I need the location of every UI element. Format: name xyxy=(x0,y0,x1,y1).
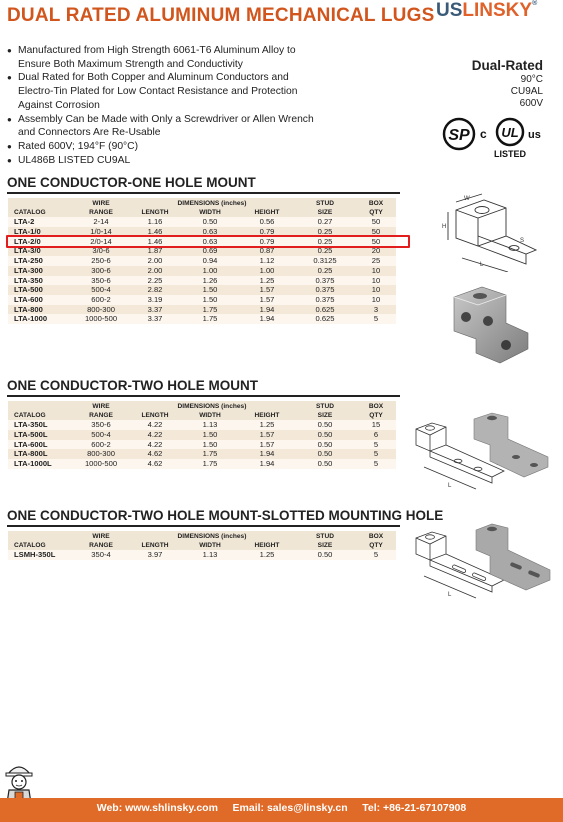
cell-height: 1.94 xyxy=(240,305,294,315)
dim-h-label: H xyxy=(442,224,447,230)
col-height: HEIGHT xyxy=(240,208,294,218)
rating-voltage: 600V xyxy=(519,98,543,109)
cell-height: 1.57 xyxy=(240,285,294,295)
cell-stud-size: 0.25 xyxy=(294,246,356,256)
cell-wire-range: 1000-500 xyxy=(72,459,130,469)
cell-width: 1.50 xyxy=(180,440,240,450)
cell-stud-size: 0.25 xyxy=(294,237,356,247)
col-size: SIZE xyxy=(294,208,356,218)
cell-width: 0.50 xyxy=(180,217,240,227)
cell-width: 1.50 xyxy=(180,430,240,440)
cell-height: 1.94 xyxy=(240,449,294,459)
cell-width: 1.75 xyxy=(180,459,240,469)
one-hole-lug-diagram xyxy=(436,192,546,272)
dim-w-label: W xyxy=(464,196,470,202)
cell-catalog: LTA-1000 xyxy=(8,314,72,324)
cell-stud-size: 0.50 xyxy=(294,449,356,459)
one-hole-lug-photo xyxy=(448,283,532,365)
cell-catalog: LTA-350 xyxy=(8,276,72,286)
cell-height: 1.00 xyxy=(240,266,294,276)
cell-wire-range: 2-14 xyxy=(72,217,130,227)
section-rule xyxy=(7,192,400,194)
cell-length: 1.16 xyxy=(130,217,180,227)
cell-length: 2.25 xyxy=(130,276,180,286)
cell-catalog: LTA-500 xyxy=(8,285,72,295)
cell-length: 4.22 xyxy=(130,420,180,430)
col-range: RANGE xyxy=(72,541,130,551)
cell-height: 1.12 xyxy=(240,256,294,266)
col-range: RANGE xyxy=(72,411,130,421)
col-catalog: CATALOG xyxy=(8,531,72,550)
cell-stud-size: 0.625 xyxy=(294,314,356,324)
cell-box-qty: 50 xyxy=(356,217,396,227)
cell-width: 0.69 xyxy=(180,246,240,256)
cell-height: 1.25 xyxy=(240,276,294,286)
cell-width: 1.75 xyxy=(180,449,240,459)
table-row xyxy=(8,430,396,440)
cell-wire-range: 600-2 xyxy=(72,295,130,305)
cell-width: 1.13 xyxy=(180,550,240,560)
cell-length: 2.82 xyxy=(130,285,180,295)
cell-length: 3.19 xyxy=(130,295,180,305)
col-dimensions: DIMENSIONS (inches) xyxy=(130,198,294,208)
ul-us-text: us xyxy=(528,129,541,141)
cell-box-qty: 5 xyxy=(356,314,396,324)
feature-item: ● Rated 600V; 194°F (90°C) xyxy=(7,140,327,154)
cell-box-qty: 10 xyxy=(356,285,396,295)
feature-list xyxy=(7,44,327,167)
cell-box-qty: 25 xyxy=(356,256,396,266)
cell-catalog: LTA-300 xyxy=(8,266,72,276)
table-row xyxy=(8,449,396,459)
cell-height: 1.57 xyxy=(240,295,294,305)
cell-length: 3.97 xyxy=(130,550,180,560)
cell-length: 1.87 xyxy=(130,246,180,256)
rating-temp: 90°C xyxy=(520,74,543,85)
cell-stud-size: 0.50 xyxy=(294,550,356,560)
cell-width: 0.63 xyxy=(180,237,240,247)
cell-stud-size: 0.25 xyxy=(294,266,356,276)
col-width: WIDTH xyxy=(180,208,240,218)
feature-item: ● Assembly Can be Made with Only a Screwdriver or Allen Wrench and Connectors Are Re-Usable xyxy=(7,113,327,140)
cell-wire-range: 300-6 xyxy=(72,266,130,276)
cell-length: 1.46 xyxy=(130,227,180,237)
cell-length: 4.62 xyxy=(130,459,180,469)
section-title-two-hole: ONE CONDUCTOR-TWO HOLE MOUNT xyxy=(7,378,258,393)
ul-text: UL xyxy=(501,125,519,140)
table-body xyxy=(8,420,396,469)
cell-width: 0.94 xyxy=(180,256,240,266)
cell-width: 1.50 xyxy=(180,295,240,305)
cell-stud-size: 0.50 xyxy=(294,430,356,440)
cell-length: 3.37 xyxy=(130,305,180,315)
cell-box-qty: 10 xyxy=(356,295,396,305)
cell-stud-size: 0.375 xyxy=(294,295,356,305)
cell-width: 1.26 xyxy=(180,276,240,286)
footer-tel: Tel: +86-21-67107908 xyxy=(362,802,467,814)
col-box: BOX xyxy=(356,531,396,541)
cell-wire-range: 350-6 xyxy=(72,276,130,286)
cell-length: 2.00 xyxy=(130,266,180,276)
section-rule xyxy=(7,395,400,397)
ul-c-text: c xyxy=(480,127,487,141)
cell-wire-range: 800-300 xyxy=(72,449,130,459)
brand-reg: ® xyxy=(532,0,538,7)
cell-wire-range: 1000-500 xyxy=(72,314,130,324)
table-row xyxy=(8,314,396,324)
cell-length: 4.22 xyxy=(130,440,180,450)
col-qty: QTY xyxy=(356,208,396,218)
col-stud: STUD xyxy=(294,401,356,411)
cell-box-qty: 3 xyxy=(356,305,396,315)
cell-height: 1.94 xyxy=(240,459,294,469)
table-row xyxy=(8,305,396,315)
cell-catalog: LTA-800 xyxy=(8,305,72,315)
cell-stud-size: 0.625 xyxy=(294,305,356,315)
dim-l-label: L xyxy=(448,592,452,598)
cell-length: 1.46 xyxy=(130,237,180,247)
col-box: BOX xyxy=(356,401,396,411)
certification-logos xyxy=(442,114,548,160)
cell-catalog: LTA-600 xyxy=(8,295,72,305)
csa-logo-icon xyxy=(444,119,474,149)
cell-box-qty: 50 xyxy=(356,227,396,237)
cell-catalog: LTA-1/0 xyxy=(8,227,72,237)
table-header-row xyxy=(8,198,396,208)
col-length: LENGTH xyxy=(130,208,180,218)
table-row xyxy=(8,420,396,430)
col-dimensions: DIMENSIONS (inches) xyxy=(130,531,294,541)
cell-wire-range: 3/0-6 xyxy=(72,246,130,256)
footer-web: Web: www.shlinsky.com xyxy=(96,802,218,814)
cell-height: 0.56 xyxy=(240,217,294,227)
cell-length: 4.22 xyxy=(130,430,180,440)
cell-stud-size: 0.3125 xyxy=(294,256,356,266)
col-length: LENGTH xyxy=(130,411,180,421)
cell-catalog: LTA-1000L xyxy=(8,459,72,469)
cell-box-qty: 5 xyxy=(356,440,396,450)
cell-length: 3.37 xyxy=(130,314,180,324)
table-header-row xyxy=(8,531,396,541)
cell-box-qty: 50 xyxy=(356,237,396,247)
col-stud: STUD xyxy=(294,531,356,541)
table-row xyxy=(8,440,396,450)
cell-width: 1.50 xyxy=(180,285,240,295)
cell-catalog: LTA-250 xyxy=(8,256,72,266)
table-row xyxy=(8,285,396,295)
cell-length: 4.62 xyxy=(130,449,180,459)
two-hole-lug-photo xyxy=(474,413,548,477)
cell-height: 0.79 xyxy=(240,227,294,237)
dim-l-label: L xyxy=(480,262,484,268)
cell-stud-size: 0.50 xyxy=(294,459,356,469)
cell-stud-size: 0.25 xyxy=(294,227,356,237)
two-hole-lug-diagram xyxy=(404,405,554,495)
section-title-one-hole: ONE CONDUCTOR-ONE HOLE MOUNT xyxy=(7,175,256,190)
cell-wire-range: 600-2 xyxy=(72,440,130,450)
dim-s-label: S xyxy=(520,238,525,244)
cell-wire-range: 250-6 xyxy=(72,256,130,266)
table-body xyxy=(8,550,396,560)
cell-box-qty: 10 xyxy=(356,266,396,276)
spec-table-slotted xyxy=(8,531,396,560)
cell-width: 1.75 xyxy=(180,305,240,315)
section-rule xyxy=(7,525,400,527)
cell-catalog: LTA-350L xyxy=(8,420,72,430)
cell-height: 1.25 xyxy=(240,550,294,560)
table-row xyxy=(8,459,396,469)
cell-height: 0.87 xyxy=(240,246,294,256)
table-row xyxy=(8,266,396,276)
col-wire: WIRE xyxy=(72,531,130,541)
col-size: SIZE xyxy=(294,541,356,551)
table-row xyxy=(8,217,396,227)
cell-stud-size: 0.375 xyxy=(294,285,356,295)
cell-height: 1.57 xyxy=(240,430,294,440)
cell-box-qty: 5 xyxy=(356,550,396,560)
table-body xyxy=(8,217,396,324)
ul-logo-icon xyxy=(497,119,523,145)
cell-width: 0.63 xyxy=(180,227,240,237)
page-title: DUAL RATED ALUMINUM MECHANICAL LUGS xyxy=(7,5,435,26)
cell-height: 1.94 xyxy=(240,314,294,324)
cell-height: 1.25 xyxy=(240,420,294,430)
cell-catalog: LSMH-350L xyxy=(8,550,72,560)
col-wire: WIRE xyxy=(72,198,130,208)
footer-email: Email: sales@linsky.cn xyxy=(232,802,348,814)
col-height: HEIGHT xyxy=(240,411,294,421)
cell-box-qty: 6 xyxy=(356,430,396,440)
cell-length: 2.00 xyxy=(130,256,180,266)
listed-text: LISTED xyxy=(493,149,527,159)
cell-height: 1.57 xyxy=(240,440,294,450)
col-dimensions: DIMENSIONS (inches) xyxy=(130,401,294,411)
table-row xyxy=(8,256,396,266)
highlight-box xyxy=(6,235,410,248)
cell-box-qty: 15 xyxy=(356,420,396,430)
feature-item: ● Manufactured from High Strength 6061-T6 Aluminum Alloy to Ensure Both Maximum Strength and Conductivity xyxy=(7,44,327,71)
cell-stud-size: 0.375 xyxy=(294,276,356,286)
cell-stud-size: 0.27 xyxy=(294,217,356,227)
cell-width: 1.00 xyxy=(180,266,240,276)
footer-contact xyxy=(0,802,563,814)
cell-wire-range: 1/0-14 xyxy=(72,227,130,237)
csa-text: SP xyxy=(448,127,470,144)
col-qty: QTY xyxy=(356,541,396,551)
cell-catalog: LTA-3/0 xyxy=(8,246,72,256)
cell-wire-range: 2/0-14 xyxy=(72,237,130,247)
cell-stud-size: 0.50 xyxy=(294,440,356,450)
cell-catalog: LTA-600L xyxy=(8,440,72,450)
table-header-row xyxy=(8,401,396,411)
section-title-slotted: ONE CONDUCTOR-TWO HOLE MOUNT-SLOTTED MOUNTING HOLE xyxy=(7,508,444,523)
brand-linsky: LINSKY xyxy=(462,0,533,21)
cell-box-qty: 10 xyxy=(356,276,396,286)
col-width: WIDTH xyxy=(180,411,240,421)
col-box: BOX xyxy=(356,198,396,208)
col-wire: WIRE xyxy=(72,401,130,411)
spec-table-one-hole xyxy=(8,198,396,324)
cell-wire-range: 500-4 xyxy=(72,285,130,295)
col-size: SIZE xyxy=(294,411,356,421)
cell-box-qty: 5 xyxy=(356,459,396,469)
col-catalog: CATALOG xyxy=(8,198,72,217)
col-qty: QTY xyxy=(356,411,396,421)
spec-table-two-hole xyxy=(8,401,396,469)
cell-height: 0.79 xyxy=(240,237,294,247)
rating-title: Dual-Rated xyxy=(471,58,543,73)
slotted-lug-diagram xyxy=(404,520,554,608)
col-length: LENGTH xyxy=(130,541,180,551)
col-range: RANGE xyxy=(72,208,130,218)
col-width: WIDTH xyxy=(180,541,240,551)
table-row xyxy=(8,276,396,286)
rating-code: CU9AL xyxy=(510,86,543,97)
cell-wire-range: 800-300 xyxy=(72,305,130,315)
table-row xyxy=(8,550,396,560)
cell-catalog: LTA-800L xyxy=(8,449,72,459)
col-stud: STUD xyxy=(294,198,356,208)
cell-stud-size: 0.50 xyxy=(294,420,356,430)
cell-box-qty: 20 xyxy=(356,246,396,256)
col-height: HEIGHT xyxy=(240,541,294,551)
table-row xyxy=(8,295,396,305)
cell-catalog: LTA-500L xyxy=(8,430,72,440)
slotted-lug-photo xyxy=(476,524,550,590)
col-catalog: CATALOG xyxy=(8,401,72,420)
cell-box-qty: 5 xyxy=(356,449,396,459)
cell-catalog: LTA-2/0 xyxy=(8,237,72,247)
feature-item: ● UL486B LISTED CU9AL xyxy=(7,154,327,168)
brand-logo xyxy=(436,0,537,22)
feature-item: ● Dual Rated for Both Copper and Aluminum Conductors and Electro-Tin Plated for Low Contact Resistance and Protection Against Corrosion xyxy=(7,71,327,112)
cell-wire-range: 500-4 xyxy=(72,430,130,440)
dim-l-label: L xyxy=(448,483,452,489)
cell-catalog: LTA-2 xyxy=(8,217,72,227)
cell-width: 1.75 xyxy=(180,314,240,324)
cell-wire-range: 350-4 xyxy=(72,550,130,560)
brand-us: US xyxy=(436,0,463,21)
cell-wire-range: 350-6 xyxy=(72,420,130,430)
cell-width: 1.13 xyxy=(180,420,240,430)
